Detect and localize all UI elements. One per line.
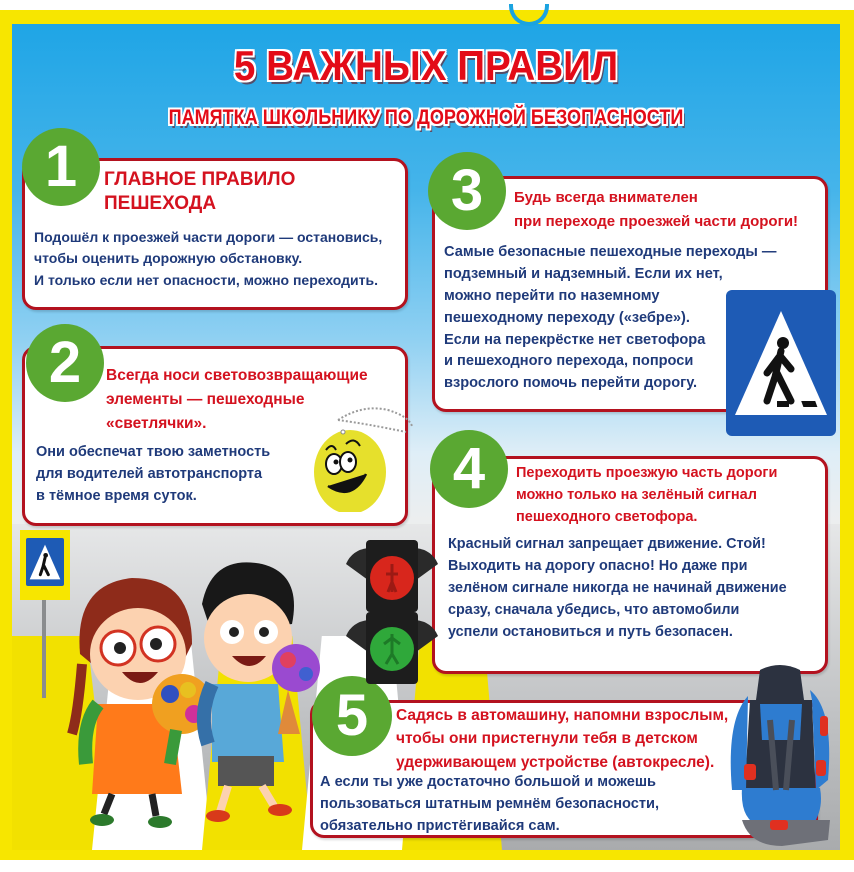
rule-number-badge-2: 2 xyxy=(26,324,104,402)
children-crossing-illustration xyxy=(52,544,342,834)
smiley-reflector-icon xyxy=(308,402,418,512)
rule-heading-4: Переходить проезжую часть дороги можно только на зелёный сигнал пешеходного светофора. xyxy=(516,465,778,526)
car-seat-icon xyxy=(720,660,840,850)
rule-heading-1: ГЛАВНОЕ ПРАВИЛО ПЕШЕХОДА xyxy=(104,169,296,215)
rule-body-3: Самые безопасные пешеходные переходы — подземный и надземный. Если их нет, можно перейти по наземному пешеходному переходу («зебре»). Если на перекрёстке нет светофора и пешеходного перехода, попроси взрослого помочь перейти дорогу. xyxy=(444,244,777,392)
poster-frame xyxy=(0,10,854,860)
poster-panel xyxy=(12,24,840,850)
traffic-light-icon xyxy=(342,536,442,686)
poster-title: 5 ВАЖНЫХ ПРАВИЛ xyxy=(233,42,619,89)
small-pedestrian-sign xyxy=(26,538,64,586)
pedestrian-crossing-icon xyxy=(733,307,829,419)
pedestrian-crossing-sign xyxy=(726,290,836,436)
rule-heading-5: Садясь в автомашину, напомни взрослым, чтобы они пристегнули тебя в детском удерживающем устройстве (автокресле). xyxy=(396,707,729,771)
rule-body-2: Они обеспечат твою заметность для водителей автотранспорта в тёмное время суток. xyxy=(36,444,271,504)
rule-number-badge-5: 5 xyxy=(312,676,392,756)
poster-subtitle: ПАМЯТКА ШКОЛЬНИКУ ПО ДОРОЖНОЙ БЕЗОПАСНОСТИ xyxy=(168,106,684,129)
rule-number-badge-1: 1 xyxy=(22,128,100,206)
pedestrian-crossing-icon-small xyxy=(29,543,61,581)
rule-heading-2: Всегда носи световозвращающие элементы — пешеходные «светлячки». xyxy=(106,367,368,433)
rule-number-badge-4: 4 xyxy=(430,430,508,508)
rule-body-4: Красный сигнал запрещает движение. Стой! Выходить на дорогу опасно! Но даже при зелёном сигнале никогда не начинай движение сразу, сначала убедись, что автомобили успели остановиться и путь безопасен. xyxy=(448,536,787,640)
rule-body-5: А если ты уже достаточно большой и можешь пользоваться штатным ремнём безопасности, обязательно пристёгивайся сам. xyxy=(320,774,660,834)
small-sign-pole xyxy=(42,598,46,698)
rule-heading-3: Будь всегда внимателен при переходе проезжей части дороги! xyxy=(514,189,799,230)
rule-number-badge-3: 3 xyxy=(428,152,506,230)
rule-body-1: Подошёл к проезжей части дороги — остановись, чтобы оценить дорожную обстановку. И только если нет опасности, можно переходить. xyxy=(34,229,383,288)
hanging-ring-icon xyxy=(509,4,549,26)
